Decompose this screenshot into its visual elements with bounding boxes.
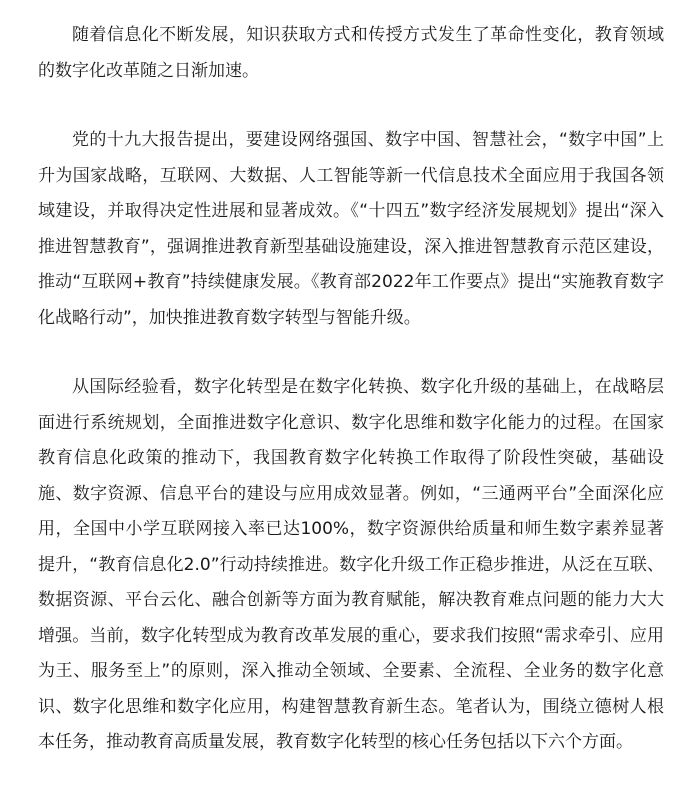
- paragraph-international-experience: 从国际经验看，数字化转型是在数字化转换、数字化升级的基础上，在战略层面进行系统规划，全面推进数字化意识、数字化思维和数字化能力的过程。在国家教育信息化政策的推动下，我国教育数字化转换工作取得了阶段性突破，基础设施、数字资源、信息平台的建设与应用成效显著。例如，“三通两平台”全面深化应用，全国中小学互联网接入率已达100%，数字资源供给质量和师生数字素养显著提升，“教育信息化2.0”行动持续推进。数字化升级工作正稳步推进，从泛在互联、数据资源、平台云化、融合创新等方面为教育赋能，解决教育难点问题的能力大大增强。当前，数字化转型成为教育改革发展的重心，要求我们按照“需求牵引、应用为王、服务至上”的原则，深入推动全领域、全要素、全流程、全业务的数字化意识、数字化思维和数字化应用，构建智慧教育新生态。笔者认为，围绕立德树人根本任务，推动教育高质量发展，教育数字化转型的核心任务包括以下六个方面。: [38, 377, 664, 752]
- paragraph-intro: 随着信息化不断发展，知识获取方式和传授方式发生了革命性变化，教育领域的数字化改革随之日渐加速。: [38, 25, 664, 81]
- paragraph-policy: 党的十九大报告提出，要建设网络强国、数字中国、智慧社会，“数字中国”上升为国家战略，互联网、大数据、人工智能等新一代信息技术全面应用于我国各领域建设，并取得决定性进展和显著成效。《“十四五”数字经济发展规划》提出“深入推进智慧教育”，强调推进教育新型基础设施建设，深入推进智慧教育示范区建设，推动“互联网+教育”持续健康发展。《教育部2022年工作要点》提出“实施教育数字化战略行动”，加快推进教育数字转型与智能升级。: [38, 130, 664, 328]
